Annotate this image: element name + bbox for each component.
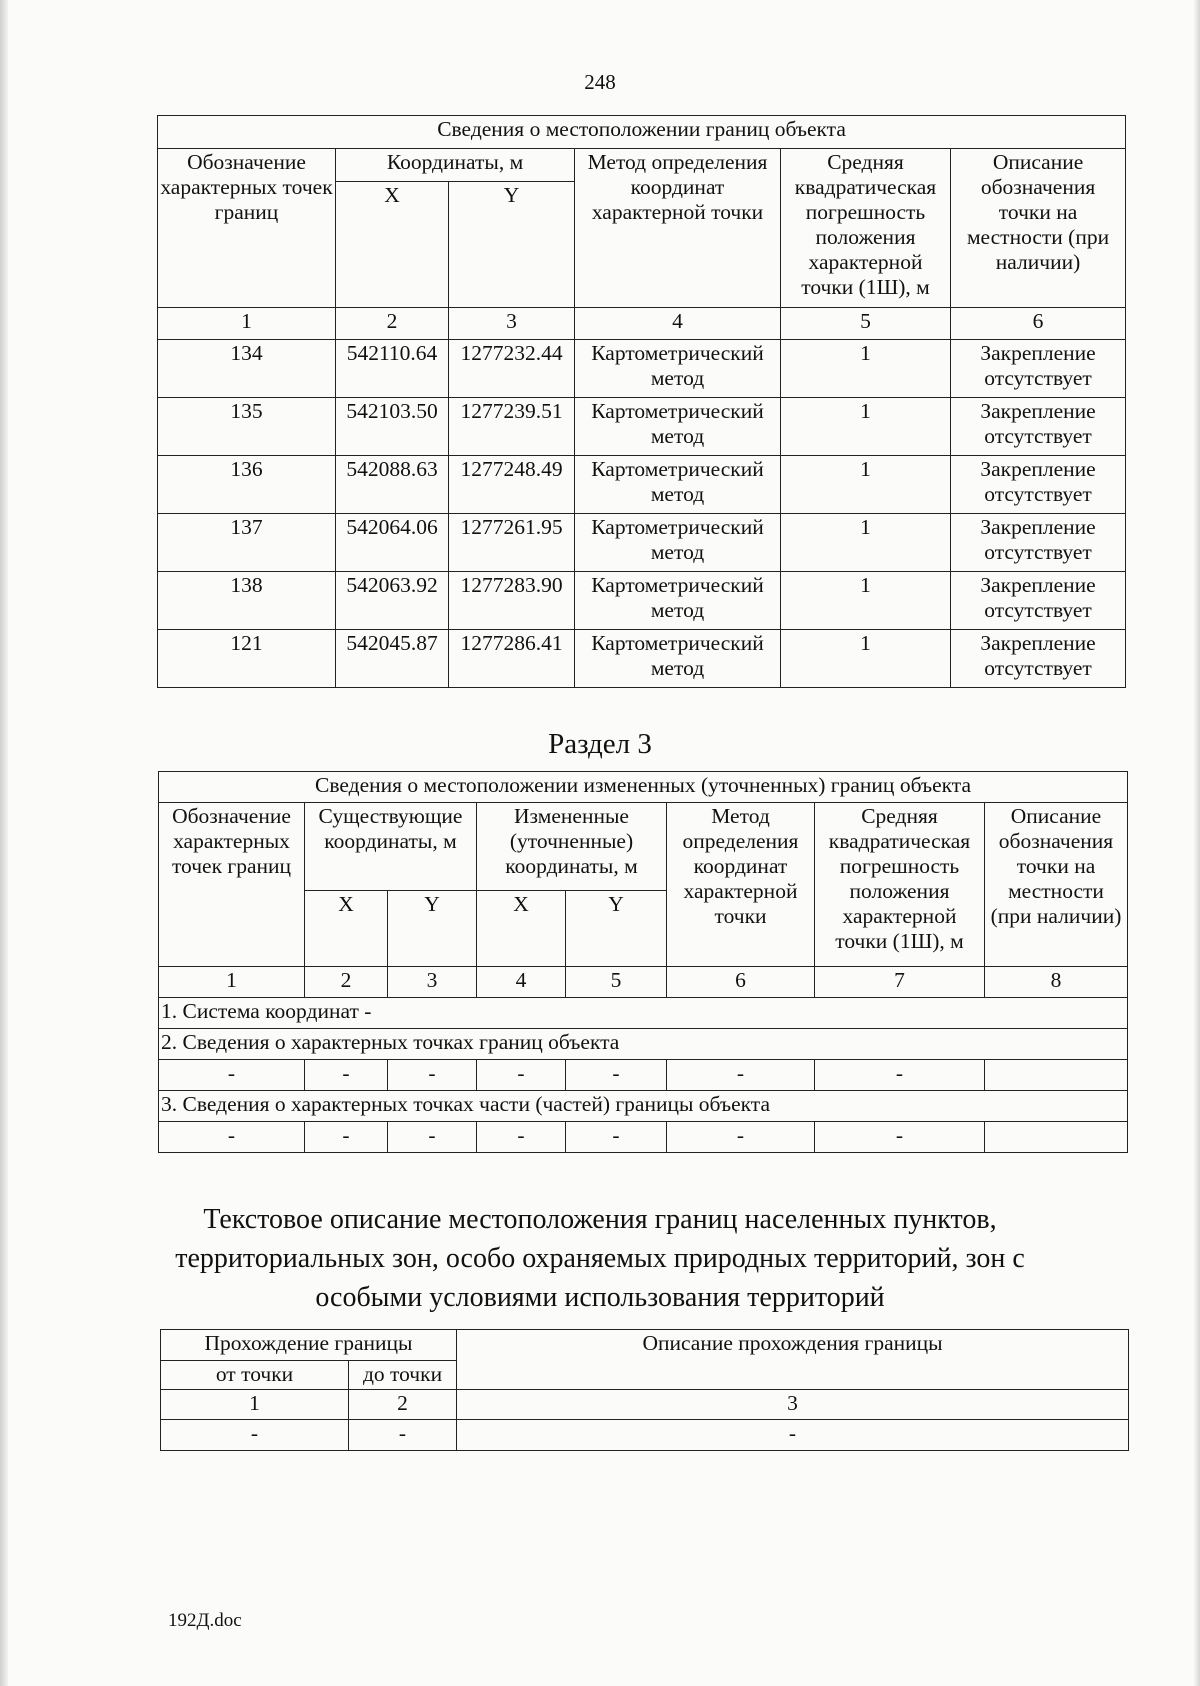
method: Картометрический метод	[575, 398, 781, 456]
boundary-parts-row: 3. Сведения о характерных точках части (частей) границы объекта	[159, 1091, 1128, 1122]
coord-y: 1277261.95	[449, 514, 575, 572]
empty-cell: -	[349, 1420, 457, 1451]
table-row	[158, 630, 1126, 688]
blank-cell	[985, 1060, 1128, 1091]
column-number: 2	[336, 308, 449, 340]
coord-y: 1277283.90	[449, 572, 575, 630]
column-number: 5	[566, 967, 667, 998]
table-row	[159, 1060, 1128, 1091]
error: 1	[781, 630, 951, 688]
method: Картометрический метод	[575, 514, 781, 572]
coord-y: 1277239.51	[449, 398, 575, 456]
header-y: Y	[388, 891, 477, 967]
error: 1	[781, 340, 951, 398]
column-number: 3	[388, 967, 477, 998]
header-error: Средняя квадратическая погрешность положения характерной точки (1Ш), м	[781, 149, 951, 308]
text-description-heading: Текстовое описание местоположения границ населенных пунктов, территориальных зон, особо охраняемых природных территорий, зон с особыми условиями использования территорий	[175, 1204, 1025, 1313]
table-row	[158, 572, 1126, 630]
empty-cell: -	[566, 1122, 667, 1153]
header-error: Средняя квадратическая погрешность положения характерной точки (1Ш), м	[815, 803, 985, 967]
point-id: 121	[158, 630, 336, 688]
column-number: 1	[159, 967, 305, 998]
footer-filename: 192Д.doc	[168, 1610, 242, 1631]
table-caption: Сведения о местоположении границ объекта	[158, 116, 1126, 149]
header-x: X	[305, 891, 388, 967]
empty-cell: -	[159, 1122, 305, 1153]
header-passage-description: Описание прохождения границы	[457, 1330, 1129, 1390]
description: Закрепление отсутствует	[951, 398, 1126, 456]
blank-cell	[985, 1122, 1128, 1153]
coord-y: 1277232.44	[449, 340, 575, 398]
header-description: Описание обозначения точки на местности (при наличии)	[985, 803, 1128, 967]
empty-cell: -	[305, 1060, 388, 1091]
column-number: 6	[667, 967, 815, 998]
description: Закрепление отсутствует	[951, 456, 1126, 514]
header-from-point: от точки	[161, 1361, 349, 1390]
empty-cell: -	[477, 1060, 566, 1091]
point-id: 138	[158, 572, 336, 630]
description: Закрепление отсутствует	[951, 630, 1126, 688]
scan-edge-left	[0, 0, 8, 1686]
coord-x: 542064.06	[336, 514, 449, 572]
error: 1	[781, 572, 951, 630]
coord-y: 1277286.41	[449, 630, 575, 688]
empty-cell: -	[161, 1420, 349, 1451]
column-number: 4	[575, 308, 781, 340]
column-number: 7	[815, 967, 985, 998]
empty-cell: -	[305, 1122, 388, 1153]
error: 1	[781, 456, 951, 514]
header-passage: Прохождение границы	[161, 1330, 457, 1361]
point-id: 136	[158, 456, 336, 514]
point-id: 134	[158, 340, 336, 398]
table-row	[158, 340, 1126, 398]
coord-x: 542110.64	[336, 340, 449, 398]
error: 1	[781, 398, 951, 456]
empty-cell: -	[457, 1420, 1129, 1451]
empty-cell: -	[388, 1122, 477, 1153]
description: Закрепление отсутствует	[951, 572, 1126, 630]
header-y: Y	[449, 182, 575, 308]
coord-x: 542063.92	[336, 572, 449, 630]
empty-cell: -	[566, 1060, 667, 1091]
column-number: 4	[477, 967, 566, 998]
coord-x: 542103.50	[336, 398, 449, 456]
header-method: Метод определения координат характерной точки	[575, 149, 781, 308]
boundary-passage-table	[160, 1329, 1129, 1451]
column-number: 2	[305, 967, 388, 998]
header-existing-coordinates: Существующие координаты, м	[305, 803, 477, 891]
empty-cell: -	[815, 1122, 985, 1153]
coord-y: 1277248.49	[449, 456, 575, 514]
method: Картометрический метод	[575, 340, 781, 398]
column-number: 1	[161, 1390, 349, 1420]
column-number: 5	[781, 308, 951, 340]
method: Картометрический метод	[575, 630, 781, 688]
section-title: Раздел 3	[548, 728, 652, 760]
description: Закрепление отсутствует	[951, 340, 1126, 398]
table-caption: Сведения о местоположении измененных (уточненных) границ объекта	[159, 772, 1128, 803]
empty-cell: -	[667, 1122, 815, 1153]
column-number: 3	[457, 1390, 1129, 1420]
error: 1	[781, 514, 951, 572]
point-id: 137	[158, 514, 336, 572]
empty-cell: -	[667, 1060, 815, 1091]
header-x: X	[477, 891, 566, 967]
column-number: 6	[951, 308, 1126, 340]
table-row	[159, 1122, 1128, 1153]
empty-cell: -	[388, 1060, 477, 1091]
table-row	[158, 456, 1126, 514]
point-id: 135	[158, 398, 336, 456]
changed-boundaries-table	[158, 771, 1128, 1153]
boundary-points-row: 2. Сведения о характерных точках границ объекта	[159, 1029, 1128, 1060]
method: Картометрический метод	[575, 456, 781, 514]
column-number: 3	[449, 308, 575, 340]
table-row	[158, 398, 1126, 456]
header-method: Метод определения координат характерной точки	[667, 803, 815, 967]
header-y: Y	[566, 891, 667, 967]
boundary-location-table	[157, 115, 1126, 688]
header-x: X	[336, 182, 449, 308]
header-to-point: до точки	[349, 1361, 457, 1390]
empty-cell: -	[815, 1060, 985, 1091]
header-designation: Обозначение характерных точек границ	[158, 149, 336, 308]
empty-cell: -	[159, 1060, 305, 1091]
page-number: 248	[584, 70, 616, 94]
column-number: 2	[349, 1390, 457, 1420]
column-number: 8	[985, 967, 1128, 998]
coord-x: 542045.87	[336, 630, 449, 688]
method: Картометрический метод	[575, 572, 781, 630]
header-description: Описание обозначения точки на местности (при наличии)	[951, 149, 1126, 308]
coord-x: 542088.63	[336, 456, 449, 514]
coordinate-system-row: 1. Система координат -	[159, 998, 1128, 1029]
description: Закрепление отсутствует	[951, 514, 1126, 572]
scan-edge-right	[1194, 0, 1200, 1686]
header-designation: Обозначение характерных точек границ	[159, 803, 305, 967]
table-row	[161, 1420, 1129, 1451]
header-coordinates: Координаты, м	[336, 149, 575, 182]
header-changed-coordinates: Измененные (уточненные) координаты, м	[477, 803, 667, 891]
column-number: 1	[158, 308, 336, 340]
empty-cell: -	[477, 1122, 566, 1153]
table-row	[158, 514, 1126, 572]
